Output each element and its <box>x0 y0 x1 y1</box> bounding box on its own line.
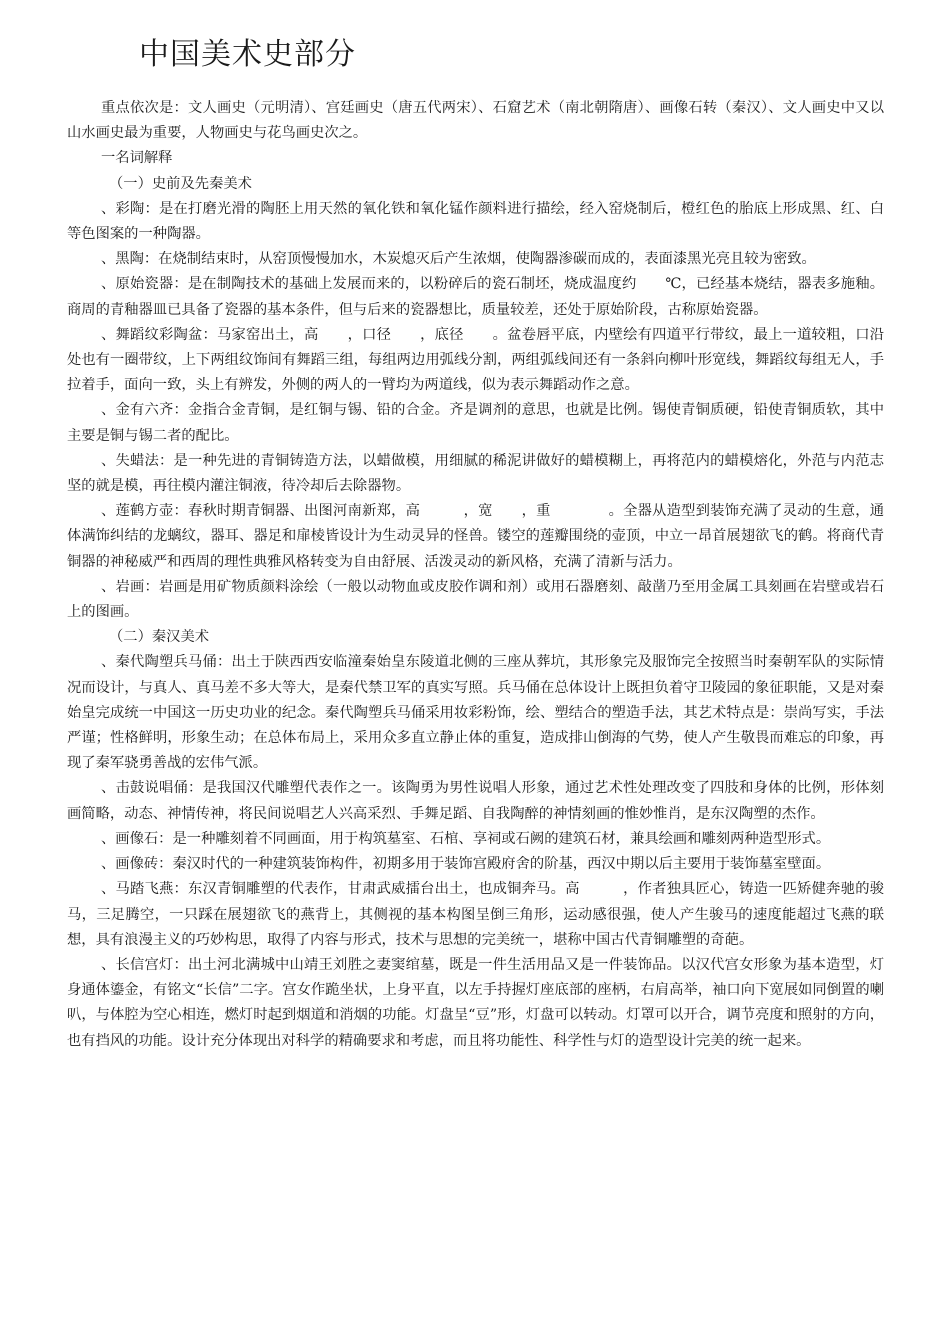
entry-painted-pottery: 、彩陶：是在打磨光滑的陶胚上用天然的氧化铁和氧化锰作颜料进行描绘，经入窑烧制后，橙红色的胎底上形成黑、红、白等色图案的一种陶器。 <box>67 200 884 243</box>
intro-paragraph: 重点依次是：文人画史（元明清）、宫廷画史（唐五代两宋）、石窟艺术（南北朝隋唐）、画像石转（秦汉）、文人画史中又以山水画史最为重要，人物画史与花鸟画史次之。 <box>67 100 884 142</box>
entry-flying-horse: 、马踏飞燕：东汉青铜雕塑的代表作，甘肃武威擂台出土，也成铜奔马。高 ，作者独具匠心，铸造一匹矫健奔驰的骏马，三足腾空，一只踩在展翅欲飞的燕背上，其侧视的基本构图呈倒三角形，运动感很强，使人产生骏马的速度能超过飞燕的联想，具有浪漫主义的巧妙构思，取得了内容与形式，技术与思想的完美统一，堪称中国古代青铜雕塑的奇葩。 <box>67 881 884 948</box>
subsection-heading-prehistoric: （一）史前及先秦美术 <box>109 175 252 192</box>
entry-six-alloys: 、金有六齐：金指合金青铜，是红铜与锡、铅的合金。齐是调剂的意思，也就是比例。锡使青铜质硬，铅使青铜质软，其中主要是铜与锡二者的配比。 <box>67 402 884 444</box>
entry-brick-relief: 、画像砖：秦汉时代的一种建筑装饰构件，初期多用于装饰宫殿府舍的阶基，西汉中期以后主要用于装饰墓室壁面。 <box>101 856 831 873</box>
entry-lotus-crane-pot: 、莲鹤方壶：春秋时期青铜器、出图河南新郑，高 ，宽 ，重 。全器从造型到装饰充满了灵动的生意，通体满饰纠结的龙螭纹，器耳、器足和扉棱皆设计为生动灵异的怪兽。镂空的莲瓣围绕的壶顶，中立一昂首展翅欲飞的鹤。将商代青铜器的神秘威严和西周的理性典雅风格转变为自由舒展、活泼灵动的新风格，充满了清新与活力。 <box>67 503 884 570</box>
entry-stone-relief: 、画像石：是一种雕刻着不同画面，用于构筑墓室、石棺、享祠或石阙的建筑石材，兼具绘画和雕刻两种造型形式。 <box>101 830 831 847</box>
page-title: 中国美术史部分 <box>139 37 356 72</box>
entry-rock-painting: 、岩画：岩画是用矿物质颜料涂绘（一般以动物血或皮胶作调和剂）或用石器磨刻、敲凿乃至用金属工具刻画在岩壁或岩石上的图画。 <box>67 578 884 621</box>
entry-dance-basin: 、舞蹈纹彩陶盆：马家窑出土，高 ，口径 ，底径 。盆卷唇平底，内壁绘有四道平行带纹，最上一道较粗，口沿处也有一圈带纹，上下两组纹饰间有舞蹈三组，每组两边用弧线分割，两组弧线间还有一条斜向柳叶形宽线，舞蹈纹每组无人，手拉着手，面向一致，头上有辨发，外侧的两人的一臂均为两道线，似为表示舞蹈动作之意。 <box>67 326 884 394</box>
entry-changxin-lamp: 、长信宫灯：出土河北满城中山靖王刘胜之妻窦绾墓，既是一件生活用品又是一件装饰品。以汉代宫女形象为基本造型，灯身通体鎏金，有铭文“长信”二字。宫女作跪坐状，上身平直，以左手持握灯座底部的座柄，右肩高举，袖口向下宽展如同倒置的喇叭，与体腔为空心相连，燃灯时起到烟道和消烟的功能。灯盘呈“豆”形，灯盘可以转动。灯罩可以开合，调节亮度和照射的方向，也有挡风的功能。设计充分体现出对科学的精确要求和考虑，而且将功能性、科学性与灯的造型设计完美的统一起来。 <box>67 956 884 1049</box>
entry-black-pottery: 、黑陶：在烧制结束时，从窑顶慢慢加水，木炭熄灭后产生浓烟，使陶器渗碳而成的，表面漆黑光亮且较为密致。 <box>101 251 816 268</box>
entry-terracotta-army: 、秦代陶塑兵马俑：出土于陕西西安临潼秦始皇东陵道北侧的三座从葬坑，其形象完及服饰完全按照当时秦朝军队的实际情况而设计，与真人、真马差不多大等大，是秦代禁卫军的真实写照。兵马俑在总体设计上既担负着守卫陵园的象征职能，又是对秦始皇完成统一中国这一历史功业的纪念。秦代陶塑兵马俑采用妆彩粉饰，绘、塑结合的塑造手法，其艺术特点是：崇尚写实，手法严谨；性格鲜明，形象生动；在总体布局上，采用众多直立静止体的重复，造成排山倒海的气势，使人产生敬畏而难忘的印象，再现了秦军骁勇善战的宏伟气派。 <box>67 654 884 772</box>
subsection-heading-qin-han: （二）秦汉美术 <box>109 629 210 646</box>
entry-drum-storyteller: 、击鼓说唱俑：是我国汉代雕塑代表作之一。该陶勇为男性说唱人形象，通过艺术性处理改变了四肢和身体的比例，形体刻画简略，动态、神情传神，将民间说唱艺人兴高采烈、手舞足蹈、自我陶醉的神情刻画的惟妙惟肖，是东汉陶塑的杰作。 <box>67 780 884 822</box>
entry-lost-wax: 、失蜡法：是一种先进的青铜铸造方法，以蜡做模，用细腻的稀泥讲做好的蜡模糊上，再将范内的蜡模熔化，外范与内范志坚的就是模，再往模内灌注铜液，待冷却后去除器物。 <box>67 452 884 495</box>
entry-proto-porcelain: 、原始瓷器：是在制陶技术的基础上发展而来的，以粉碎后的瓷石制坯，烧成温度约 ℃，已经基本烧结，器表多施釉。商周的青釉器皿已具备了瓷器的基本条件，但与后来的瓷器想比，质量较差，还处于原始阶段，古称原始瓷器。 <box>67 276 884 318</box>
section-heading: 一名词解释 <box>101 150 173 167</box>
